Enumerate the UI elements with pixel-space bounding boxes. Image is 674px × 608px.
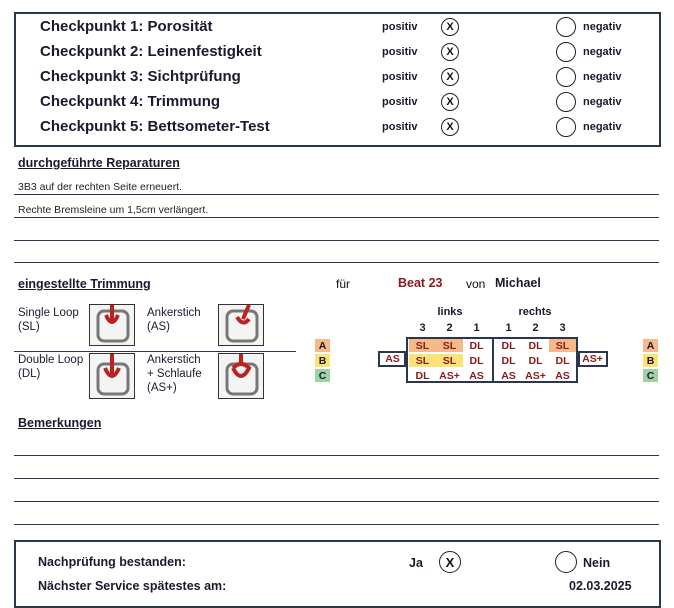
grid-col-header: 1 <box>473 322 480 334</box>
grid-cell: DL <box>528 354 543 367</box>
remarks-rule-3 <box>14 501 659 502</box>
ankerstich-icon <box>218 304 264 346</box>
repair-rule-1 <box>14 194 659 195</box>
trim-model: Beat 23 <box>398 276 443 290</box>
positive-checkbox[interactable]: X <box>441 68 459 86</box>
negative-checkbox[interactable] <box>556 42 576 62</box>
positive-checkbox[interactable]: X <box>441 18 459 36</box>
grid-col-header: 2 <box>532 322 539 334</box>
legend-c-left: C <box>315 369 330 382</box>
legend-a-right: A <box>643 339 658 352</box>
negative-label: negativ <box>583 121 622 133</box>
service-label: Nächster Service spätestes am: <box>38 579 227 593</box>
trim-by-label: von <box>466 277 486 291</box>
right-extra-cell: AS+ <box>582 352 603 365</box>
links-label: links <box>437 306 463 318</box>
negative-checkbox[interactable] <box>556 117 576 137</box>
repair-rule-4 <box>14 262 659 263</box>
double-loop-icon <box>89 353 135 399</box>
positive-checkbox[interactable]: X <box>441 43 459 61</box>
grid-cell: AS <box>501 369 516 382</box>
remarks-rule-1 <box>14 455 659 456</box>
positive-label: positiv <box>382 46 418 58</box>
remarks-rule-4 <box>14 524 659 525</box>
checkpoint-label: Checkpunkt 2: Leinenfestigkeit <box>40 43 262 60</box>
grid-col-header: 2 <box>446 322 453 334</box>
grid-cell: DL <box>555 354 570 367</box>
knot-dl-label: Double Loop (DL) <box>18 354 84 380</box>
positive-label: positiv <box>382 71 418 83</box>
negative-label: negativ <box>583 46 622 58</box>
knot-asplus-label: Ankerstich + Schlaufe (AS+) <box>147 354 202 394</box>
ankerstich-schlaufe-icon <box>218 353 264 399</box>
trim-title: eingestellte Trimmung <box>18 277 151 291</box>
checkpoint-label: Checkpunkt 3: Sichtprüfung <box>40 68 241 85</box>
checkpoint-label: Checkpunkt 4: Trimmung <box>40 93 221 110</box>
no-checkbox[interactable] <box>555 551 577 573</box>
yes-label: Ja <box>409 556 423 570</box>
single-loop-icon <box>89 304 135 346</box>
legend-a-left: A <box>315 339 330 352</box>
negative-checkbox[interactable] <box>556 17 576 37</box>
grid-cell: AS+ <box>439 369 460 382</box>
left-extra-cell: AS <box>385 352 400 365</box>
no-label: Nein <box>583 556 611 570</box>
positive-label: positiv <box>382 96 418 108</box>
repair-rule-3 <box>14 240 659 241</box>
grid-cell: SL <box>409 354 436 367</box>
trim-grid-center-divider <box>492 337 494 383</box>
checkpoint-label: Checkpunkt 1: Porosität <box>40 18 213 35</box>
grid-cell: SL <box>436 339 463 352</box>
service-date: 02.03.2025 <box>569 579 632 593</box>
grid-cell: DL <box>501 339 516 352</box>
negative-checkbox[interactable] <box>556 92 576 112</box>
grid-cell: DL <box>501 354 516 367</box>
grid-cell: DL <box>469 339 484 352</box>
positive-checkbox[interactable]: X <box>441 93 459 111</box>
knot-sl-label: Single Loop (SL) <box>18 307 79 333</box>
grid-cell: AS+ <box>525 369 546 382</box>
negative-label: negativ <box>583 21 622 33</box>
repair-rule-2 <box>14 217 659 218</box>
grid-cell: DL <box>528 339 543 352</box>
grid-cell: DL <box>415 369 430 382</box>
grid-cell: SL <box>436 354 463 367</box>
knot-divider <box>14 351 296 352</box>
checkpoint-label: Checkpunkt 5: Bettsometer-Test <box>40 118 270 135</box>
remarks-rule-2 <box>14 478 659 479</box>
repair-line-2: Rechte Bremsleine um 1,5cm verlängert. <box>18 204 209 216</box>
passed-label: Nachprüfung bestanden: <box>38 555 186 569</box>
grid-col-header: 1 <box>505 322 512 334</box>
legend-b-left: B <box>315 354 330 367</box>
trim-for-label: für <box>336 277 351 291</box>
grid-cell: SL <box>409 339 436 352</box>
grid-col-header: 3 <box>419 322 426 334</box>
positive-label: positiv <box>382 21 418 33</box>
rechts-label: rechts <box>518 306 552 318</box>
grid-cell: AS <box>469 369 484 382</box>
grid-cell: SL <box>549 339 576 352</box>
legend-c-right: C <box>643 369 658 382</box>
grid-cell: AS <box>555 369 570 382</box>
repairs-title: durchgeführte Reparaturen <box>18 156 180 170</box>
repair-line-1: 3B3 auf der rechten Seite erneuert. <box>18 181 183 193</box>
knot-as-label: Ankerstich (AS) <box>147 307 201 333</box>
negative-label: negativ <box>583 96 622 108</box>
positive-label: positiv <box>382 121 418 133</box>
grid-col-header: 3 <box>559 322 566 334</box>
grid-cell: DL <box>469 354 484 367</box>
negative-checkbox[interactable] <box>556 67 576 87</box>
positive-checkbox[interactable]: X <box>441 118 459 136</box>
legend-b-right: B <box>643 354 658 367</box>
yes-checkbox[interactable]: X <box>439 551 461 573</box>
negative-label: negativ <box>583 71 622 83</box>
trim-by-name: Michael <box>495 276 541 290</box>
remarks-title: Bemerkungen <box>18 416 102 430</box>
